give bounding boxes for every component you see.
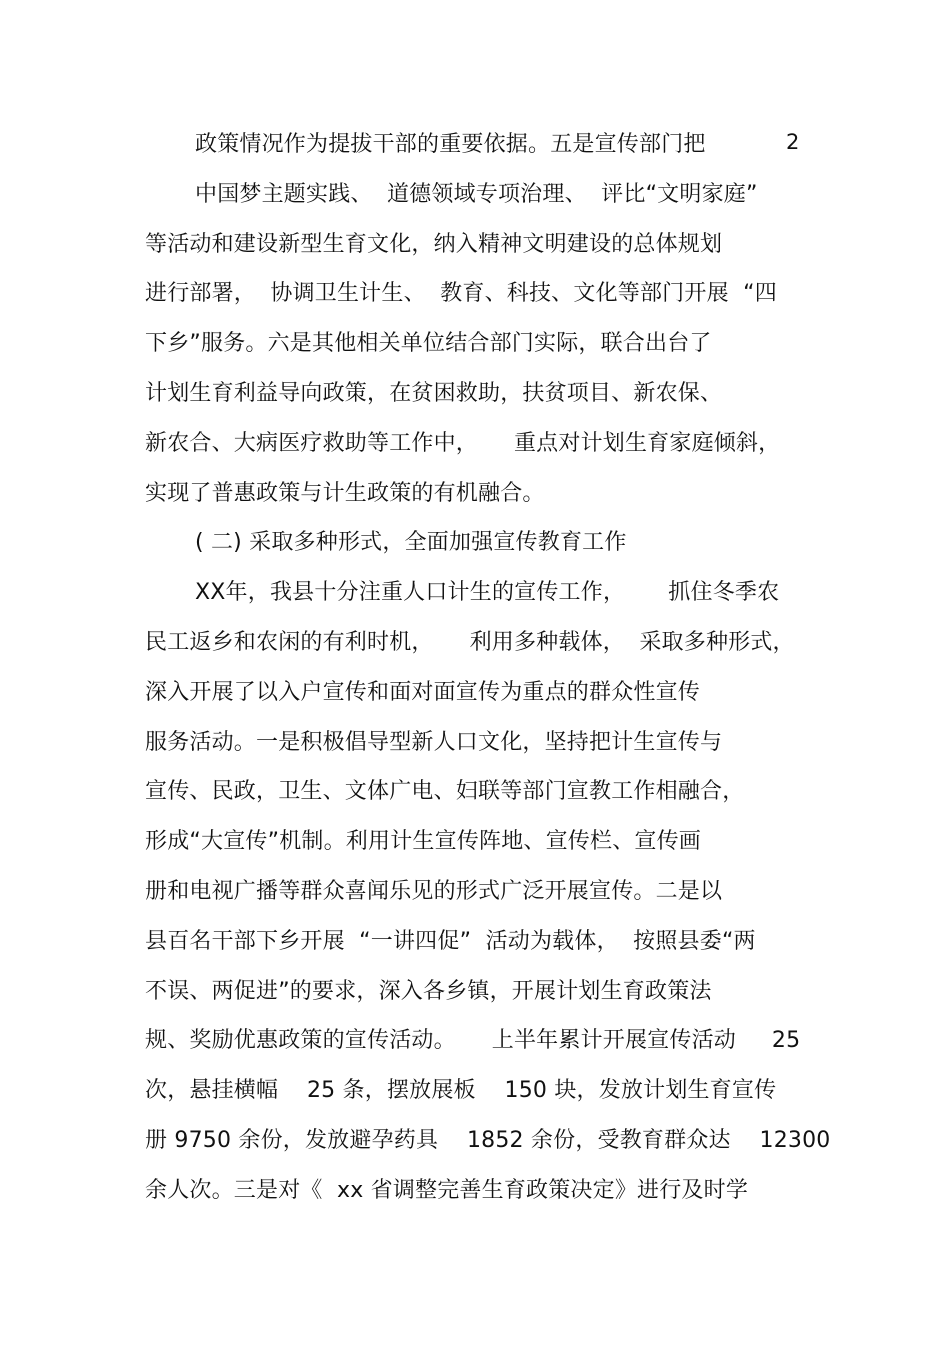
text-line: 形成“大宣传”机制。利用计生宣传阵地、宣传栏、宣传画 <box>145 829 701 855</box>
text-line: 等活动和建设新型生育文化，纳入精神文明建设的总体规划 <box>145 231 723 257</box>
text-line: 政策情况作为提拔干部的重要依据。五是宣传部门把 <box>195 132 706 157</box>
body-text <box>145 120 831 1216</box>
text-line: 不误、两促进”的要求，深入各乡镇，开展计划生育政策法 <box>145 978 712 1004</box>
text-line: 册和电视广播等群众喜闻乐见的形式广泛开展宣传。二是以 <box>145 878 723 904</box>
text-line: 册 9750 余份，发放避孕药具 1852 余份，受教育群众达 12300 <box>145 1127 831 1153</box>
text-line: 实现了普惠政策与计生政策的有机融合。 <box>145 480 545 506</box>
text-line: 县百名干部下乡开展 “一讲四促” 活动为载体， 按照县委“两 <box>145 928 756 954</box>
text-line: 余人次。三是对《 xx 省调整完善生育政策决定》进行及时学 <box>145 1177 749 1203</box>
page-number: 2 <box>786 130 800 154</box>
text-line: XX年，我县十分注重人口计生的宣传工作， 抓住冬季农 <box>195 580 780 606</box>
text-line: 新农合、大病医疗救助等工作中， 重点对计划生育家庭倾斜， <box>145 430 781 456</box>
text-line: 宣传、民政，卫生、文体广电、妇联等部门宣教工作相融合， <box>145 779 745 805</box>
text-line: 深入开展了以入户宣传和面对面宣传为重点的群众性宣传 <box>145 679 701 705</box>
text-line: 下乡”服务。六是其他相关单位结合部门实际，联合出台了 <box>145 331 712 357</box>
text-line: 计划生育利益导向政策，在贫困救助，扶贫项目、新农保、 <box>145 380 723 406</box>
section-heading: ( 二) 采取多种形式，全面加强宣传教育工作 <box>195 530 627 556</box>
text-line: 规、奖励优惠政策的宣传活动。 上半年累计开展宣传活动 25 <box>145 1028 801 1054</box>
text-line: 民工返乡和农闲的有利时机， 利用多种载体， 采取多种形式， <box>145 629 795 655</box>
text-line: 进行部署， 协调卫生计生、 教育、科技、文化等部门开展 “四 <box>145 281 777 307</box>
text-line: 次，悬挂横幅 25 条，摆放展板 150 块，发放计划生育宣传 <box>145 1078 777 1104</box>
text-line: 中国梦主题实践、 道德领域专项治理、 评比“文明家庭” <box>195 181 758 207</box>
text-line: 服务活动。一是积极倡导型新人口文化，坚持把计生宣传与 <box>145 729 723 755</box>
